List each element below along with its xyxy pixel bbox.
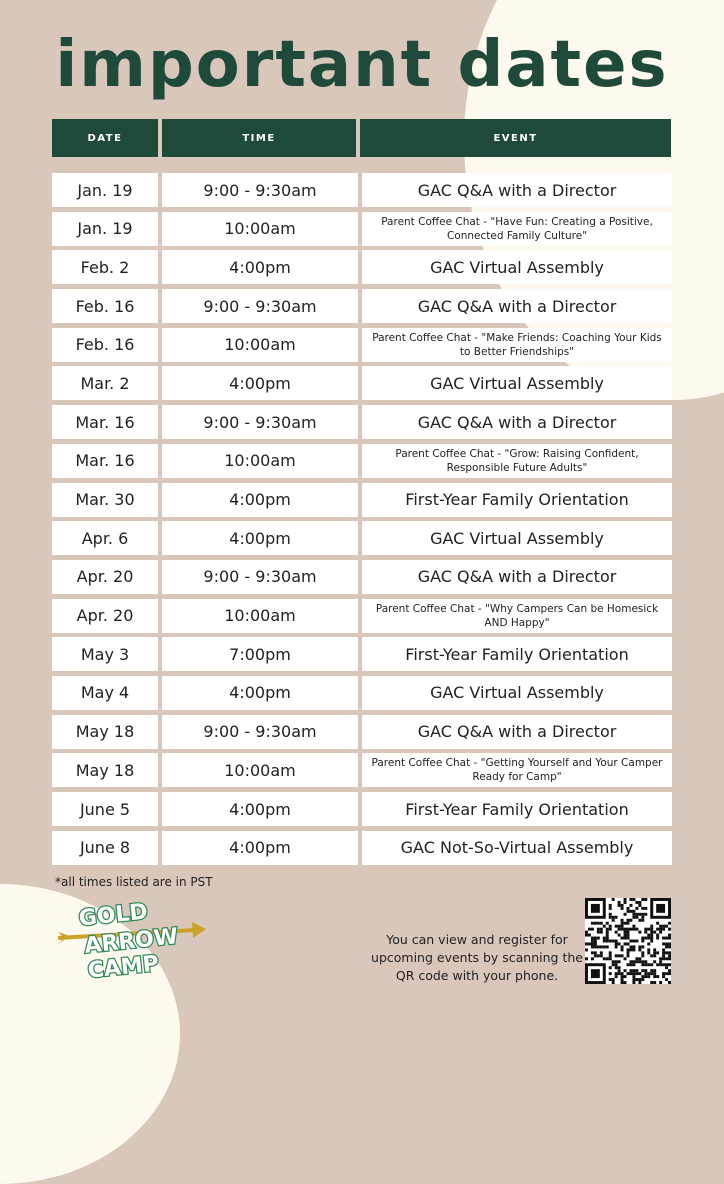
time-cell: 7:00pm [162, 637, 358, 671]
event-cell: Parent Coffee Chat - "Getting Yourself and Your Camper Ready for Camp" [362, 753, 672, 787]
register-instructions: You can view and register for upcoming events by scanning the QR code with your phone. [371, 932, 583, 983]
table-row [52, 558, 672, 597]
table-row [52, 210, 672, 249]
date-cell: May 18 [52, 753, 158, 787]
event-cell: Parent Coffee Chat - "Why Campers Can be Homesick AND Happy" [362, 599, 672, 633]
time-cell: 4:00pm [162, 250, 358, 284]
date-cell: Mar. 2 [52, 366, 158, 400]
table-row [52, 713, 672, 752]
gold-arrow-camp-logo [52, 896, 208, 986]
logo-text-arrow: ARROW [83, 924, 180, 959]
time-cell: 10:00am [162, 328, 358, 362]
table-row [52, 751, 672, 790]
time-cell: 9:00 - 9:30am [162, 405, 358, 439]
time-cell: 10:00am [162, 444, 358, 478]
header-event: EVENT [360, 119, 671, 157]
date-cell: June 5 [52, 792, 158, 826]
events-table [52, 171, 672, 867]
event-cell: Parent Coffee Chat - "Grow: Raising Confident, Responsible Future Adults" [362, 444, 672, 478]
time-cell: 10:00am [162, 212, 358, 246]
time-cell: 4:00pm [162, 831, 358, 865]
date-cell: May 3 [52, 637, 158, 671]
time-cell: 4:00pm [162, 366, 358, 400]
event-cell: GAC Virtual Assembly [362, 676, 672, 710]
table-row [52, 287, 672, 326]
event-cell: GAC Q&A with a Director [362, 173, 672, 207]
date-cell: Apr. 20 [52, 560, 158, 594]
logo-text-camp: CAMP [86, 951, 161, 984]
time-cell: 9:00 - 9:30am [162, 173, 358, 207]
time-cell: 9:00 - 9:30am [162, 560, 358, 594]
date-cell: Feb. 16 [52, 289, 158, 323]
time-cell: 10:00am [162, 599, 358, 633]
event-cell: First-Year Family Orientation [362, 483, 672, 517]
date-cell: Feb. 2 [52, 250, 158, 284]
table-row [52, 364, 672, 403]
time-cell: 10:00am [162, 753, 358, 787]
logo-text-gold: GOLD [77, 899, 149, 932]
date-cell: Feb. 16 [52, 328, 158, 362]
time-cell: 4:00pm [162, 483, 358, 517]
header-date: DATE [52, 119, 158, 157]
table-row [52, 171, 672, 210]
event-cell: GAC Virtual Assembly [362, 250, 672, 284]
time-cell: 9:00 - 9:30am [162, 715, 358, 749]
table-row [52, 829, 672, 868]
event-cell: GAC Q&A with a Director [362, 405, 672, 439]
date-cell: Jan. 19 [52, 212, 158, 246]
page-title: important dates [55, 28, 669, 102]
time-cell: 4:00pm [162, 792, 358, 826]
date-cell: Jan. 19 [52, 173, 158, 207]
table-row [52, 635, 672, 674]
date-cell: June 8 [52, 831, 158, 865]
event-cell: GAC Q&A with a Director [362, 289, 672, 323]
event-cell: GAC Not-So-Virtual Assembly [362, 831, 672, 865]
time-cell: 9:00 - 9:30am [162, 289, 358, 323]
event-cell: First-Year Family Orientation [362, 792, 672, 826]
time-cell: 4:00pm [162, 521, 358, 555]
event-cell: Parent Coffee Chat - "Have Fun: Creating a Positive, Connected Family Culture" [362, 212, 672, 246]
table-row [52, 326, 672, 365]
date-cell: Apr. 20 [52, 599, 158, 633]
qr-code-icon[interactable] [585, 898, 671, 984]
table-row [52, 597, 672, 636]
date-cell: Mar. 16 [52, 405, 158, 439]
table-row [52, 248, 672, 287]
table-row [52, 519, 672, 558]
date-cell: Apr. 6 [52, 521, 158, 555]
date-cell: Mar. 30 [52, 483, 158, 517]
date-cell: Mar. 16 [52, 444, 158, 478]
time-cell: 4:00pm [162, 676, 358, 710]
event-cell: GAC Q&A with a Director [362, 715, 672, 749]
table-row [52, 403, 672, 442]
date-cell: May 4 [52, 676, 158, 710]
event-cell: GAC Q&A with a Director [362, 560, 672, 594]
date-cell: May 18 [52, 715, 158, 749]
timezone-footnote: *all times listed are in PST [55, 875, 213, 889]
table-row [52, 481, 672, 520]
table-row [52, 674, 672, 713]
table-row [52, 790, 672, 829]
event-cell: GAC Virtual Assembly [362, 366, 672, 400]
event-cell: First-Year Family Orientation [362, 637, 672, 671]
header-time: TIME [162, 119, 356, 157]
table-row [52, 442, 672, 481]
event-cell: Parent Coffee Chat - "Make Friends: Coaching Your Kids to Better Friendships" [362, 328, 672, 362]
event-cell: GAC Virtual Assembly [362, 521, 672, 555]
